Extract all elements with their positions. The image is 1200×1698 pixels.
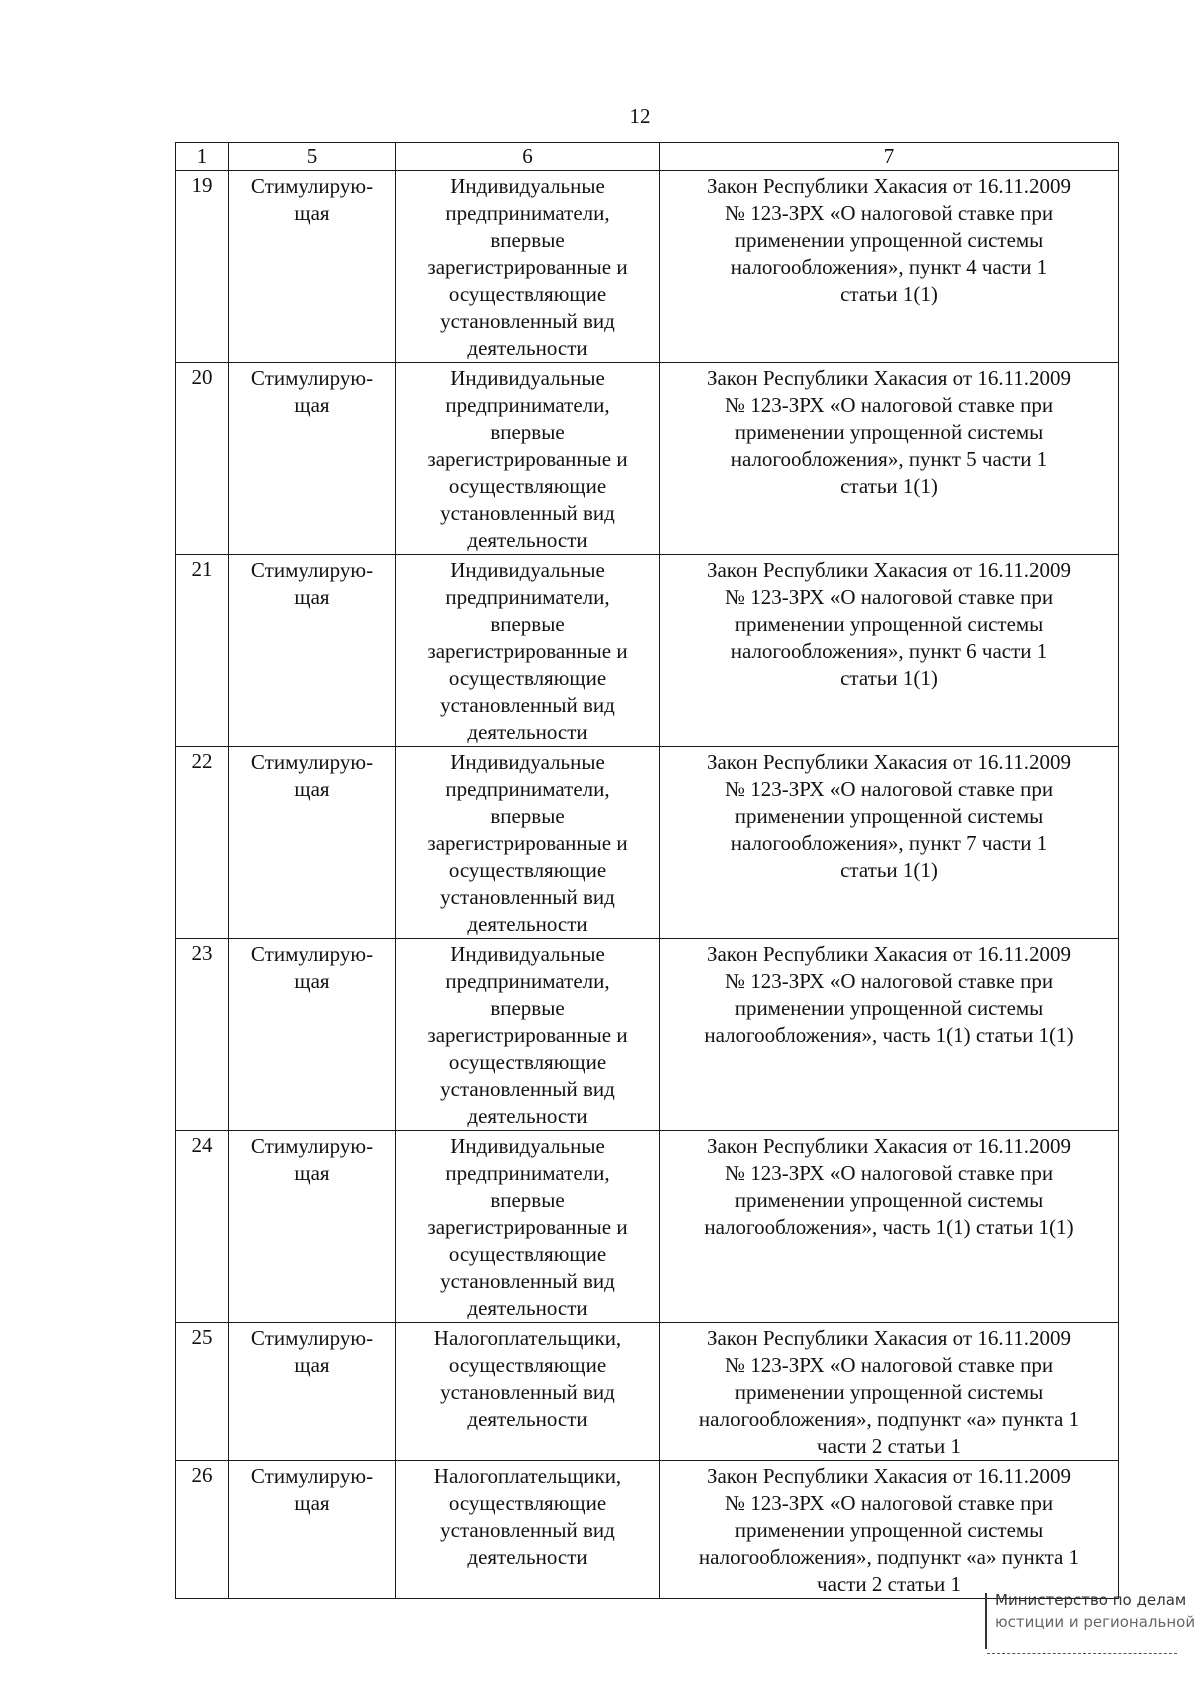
taxpayer-category-line: предприниматели, <box>445 969 610 993</box>
taxpayer-category-line: Индивидуальные <box>450 174 605 198</box>
taxpayer-category-line: Налогоплательщики, <box>433 1326 622 1350</box>
legal-basis-line: налогообложения», пункт 6 части 1 <box>730 639 1048 663</box>
legal-basis-line: применении упрощенной системы <box>734 420 1044 444</box>
taxpayer-category-line: деятельности <box>467 1104 588 1128</box>
legal-basis-cell <box>660 363 1119 555</box>
legal-basis-line: части 2 статьи 1 <box>817 1434 961 1458</box>
taxpayer-category-line: деятельности <box>467 1296 588 1320</box>
legal-basis-line: применении упрощенной системы <box>734 612 1044 636</box>
taxpayer-category-line: впервые <box>490 420 565 444</box>
taxpayer-category-line: деятельности <box>467 1407 588 1431</box>
taxpayer-category-line: осуществляющие <box>448 282 607 306</box>
expenditure-type-line: щая <box>294 393 330 417</box>
expenditure-type-line: щая <box>294 201 330 225</box>
taxpayer-category-line: установленный вид <box>440 309 615 333</box>
taxpayer-category-line: Индивидуальные <box>450 1134 605 1158</box>
table-row <box>176 1131 1119 1323</box>
legal-basis-line: применении упрощенной системы <box>734 804 1044 828</box>
legal-basis-line: статьи 1(1) <box>840 666 938 690</box>
row-number: 22 <box>176 747 229 939</box>
tax-expenditures-table <box>175 142 1119 1599</box>
stamp-border <box>985 1593 987 1649</box>
legal-basis-cell <box>660 555 1119 747</box>
expenditure-type-line: Стимулирую- <box>250 750 374 774</box>
header-col-7: 7 <box>660 143 1119 171</box>
row-number: 21 <box>176 555 229 747</box>
taxpayer-category-line: впервые <box>490 1188 565 1212</box>
legal-basis-line: налогообложения», пункт 4 части 1 <box>730 255 1048 279</box>
legal-basis-cell <box>660 939 1119 1131</box>
taxpayer-category-line: Индивидуальные <box>450 366 605 390</box>
legal-basis-cell <box>660 1461 1119 1599</box>
stamp-line-2: юстиции и региональной <box>995 1613 1196 1631</box>
taxpayer-category-cell <box>396 363 660 555</box>
legal-basis-line: применении упрощенной системы <box>734 996 1044 1020</box>
legal-basis-cell <box>660 1323 1119 1461</box>
taxpayer-category-line: зарегистрированные и <box>427 831 628 855</box>
expenditure-type-cell <box>229 555 396 747</box>
legal-basis-line: № 123-ЗРХ «О налоговой ставке при <box>724 777 1054 801</box>
expenditure-type-line: щая <box>294 1353 330 1377</box>
table-row <box>176 939 1119 1131</box>
taxpayer-category-line: деятельности <box>467 528 588 552</box>
legal-basis-line: Закон Республики Хакасия от 16.11.2009 <box>706 750 1072 774</box>
taxpayer-category-cell <box>396 1323 660 1461</box>
row-number: 19 <box>176 171 229 363</box>
expenditure-type-cell <box>229 363 396 555</box>
taxpayer-category-line: осуществляющие <box>448 1491 607 1515</box>
taxpayer-category-line: деятельности <box>467 1545 588 1569</box>
taxpayer-category-line: установленный вид <box>440 501 615 525</box>
expenditure-type-cell <box>229 939 396 1131</box>
taxpayer-category-cell <box>396 939 660 1131</box>
taxpayer-category-line: осуществляющие <box>448 858 607 882</box>
row-number: 23 <box>176 939 229 1131</box>
legal-basis-line: Закон Республики Хакасия от 16.11.2009 <box>706 1134 1072 1158</box>
taxpayer-category-line: предприниматели, <box>445 393 610 417</box>
taxpayer-category-line: зарегистрированные и <box>427 639 628 663</box>
expenditure-type-cell <box>229 747 396 939</box>
legal-basis-line: № 123-ЗРХ «О налоговой ставке при <box>724 1353 1054 1377</box>
legal-basis-line: № 123-ЗРХ «О налоговой ставке при <box>724 1161 1054 1185</box>
expenditure-type-cell <box>229 1131 396 1323</box>
legal-basis-line: № 123-ЗРХ «О налоговой ставке при <box>724 585 1054 609</box>
taxpayer-category-cell <box>396 1461 660 1599</box>
table-row <box>176 363 1119 555</box>
taxpayer-category-line: установленный вид <box>440 693 615 717</box>
taxpayer-category-line: зарегистрированные и <box>427 447 628 471</box>
taxpayer-category-line: Индивидуальные <box>450 942 605 966</box>
legal-basis-line: № 123-ЗРХ «О налоговой ставке при <box>724 969 1054 993</box>
header-col-6: 6 <box>396 143 660 171</box>
legal-basis-line: статьи 1(1) <box>840 858 938 882</box>
legal-basis-line: применении упрощенной системы <box>734 1380 1044 1404</box>
expenditure-type-cell <box>229 171 396 363</box>
header-col-1: 1 <box>176 143 229 171</box>
taxpayer-category-line: установленный вид <box>440 1518 615 1542</box>
row-number: 25 <box>176 1323 229 1461</box>
taxpayer-category-line: Налогоплательщики, <box>433 1464 622 1488</box>
legal-basis-line: Закон Республики Хакасия от 16.11.2009 <box>706 366 1072 390</box>
expenditure-type-line: Стимулирую- <box>250 558 374 582</box>
expenditure-type-line: Стимулирую- <box>250 1326 374 1350</box>
taxpayer-category-line: осуществляющие <box>448 1353 607 1377</box>
expenditure-type-line: щая <box>294 1491 330 1515</box>
legal-basis-line: налогообложения», подпункт «а» пункта 1 <box>698 1407 1080 1431</box>
table-row <box>176 1461 1119 1599</box>
stamp-underline <box>987 1653 1177 1654</box>
legal-basis-line: части 2 статьи 1 <box>817 1572 961 1596</box>
legal-basis-line: статьи 1(1) <box>840 282 938 306</box>
row-number: 24 <box>176 1131 229 1323</box>
taxpayer-category-line: деятельности <box>467 912 588 936</box>
expenditure-type-line: щая <box>294 777 330 801</box>
taxpayer-category-line: впервые <box>490 804 565 828</box>
table-body <box>176 171 1119 1599</box>
taxpayer-category-line: осуществляющие <box>448 1050 607 1074</box>
legal-basis-line: налогообложения», пункт 5 части 1 <box>730 447 1048 471</box>
taxpayer-category-line: установленный вид <box>440 1077 615 1101</box>
expenditure-type-line: Стимулирую- <box>250 366 374 390</box>
taxpayer-category-line: деятельности <box>467 336 588 360</box>
taxpayer-category-line: Индивидуальные <box>450 750 605 774</box>
taxpayer-category-line: осуществляющие <box>448 1242 607 1266</box>
legal-basis-line: Закон Республики Хакасия от 16.11.2009 <box>706 1464 1072 1488</box>
table-header-row <box>176 143 1119 171</box>
taxpayer-category-line: предприниматели, <box>445 201 610 225</box>
taxpayer-category-line: предприниматели, <box>445 777 610 801</box>
taxpayer-category-cell <box>396 747 660 939</box>
legal-basis-line: налогообложения», часть 1(1) статьи 1(1) <box>704 1215 1074 1239</box>
legal-basis-line: № 123-ЗРХ «О налоговой ставке при <box>724 201 1054 225</box>
taxpayer-category-line: предприниматели, <box>445 1161 610 1185</box>
legal-basis-line: Закон Республики Хакасия от 16.11.2009 <box>706 1326 1072 1350</box>
legal-basis-line: № 123-ЗРХ «О налоговой ставке при <box>724 393 1054 417</box>
legal-basis-line: налогообложения», пункт 7 части 1 <box>730 831 1048 855</box>
taxpayer-category-line: установленный вид <box>440 1380 615 1404</box>
legal-basis-line: статьи 1(1) <box>840 474 938 498</box>
registration-stamp <box>985 1589 1196 1661</box>
legal-basis-line: налогообложения», подпункт «а» пункта 1 <box>698 1545 1080 1569</box>
legal-basis-line: налогообложения», часть 1(1) статьи 1(1) <box>704 1023 1074 1047</box>
expenditure-type-line: щая <box>294 969 330 993</box>
taxpayer-category-line: впервые <box>490 612 565 636</box>
expenditure-type-line: Стимулирую- <box>250 174 374 198</box>
taxpayer-category-line: впервые <box>490 996 565 1020</box>
stamp-line-1: Министерство по делам <box>995 1591 1187 1609</box>
taxpayer-category-line: установленный вид <box>440 1269 615 1293</box>
legal-basis-line: применении упрощенной системы <box>734 228 1044 252</box>
taxpayer-category-line: осуществляющие <box>448 666 607 690</box>
taxpayer-category-line: осуществляющие <box>448 474 607 498</box>
expenditure-type-cell <box>229 1323 396 1461</box>
taxpayer-category-line: установленный вид <box>440 885 615 909</box>
legal-basis-line: применении упрощенной системы <box>734 1188 1044 1212</box>
table-row <box>176 747 1119 939</box>
table-row <box>176 555 1119 747</box>
legal-basis-cell <box>660 171 1119 363</box>
legal-basis-line: применении упрощенной системы <box>734 1518 1044 1542</box>
expenditure-type-line: Стимулирую- <box>250 1134 374 1158</box>
row-number: 26 <box>176 1461 229 1599</box>
legal-basis-cell <box>660 1131 1119 1323</box>
legal-basis-line: № 123-ЗРХ «О налоговой ставке при <box>724 1491 1054 1515</box>
taxpayer-category-line: Индивидуальные <box>450 558 605 582</box>
expenditure-type-cell <box>229 1461 396 1599</box>
legal-basis-cell <box>660 747 1119 939</box>
legal-basis-line: Закон Республики Хакасия от 16.11.2009 <box>706 558 1072 582</box>
expenditure-type-line: щая <box>294 1161 330 1185</box>
expenditure-type-line: Стимулирую- <box>250 942 374 966</box>
taxpayer-category-line: предприниматели, <box>445 585 610 609</box>
legal-basis-line: Закон Республики Хакасия от 16.11.2009 <box>706 942 1072 966</box>
table-row <box>176 171 1119 363</box>
taxpayer-category-line: зарегистрированные и <box>427 1023 628 1047</box>
expenditure-type-line: щая <box>294 585 330 609</box>
taxpayer-category-line: зарегистрированные и <box>427 1215 628 1239</box>
taxpayer-category-cell <box>396 171 660 363</box>
header-col-5: 5 <box>229 143 396 171</box>
taxpayer-category-cell <box>396 555 660 747</box>
table-row <box>176 1323 1119 1461</box>
page-number: 12 <box>629 104 651 128</box>
taxpayer-category-cell <box>396 1131 660 1323</box>
legal-basis-line: Закон Республики Хакасия от 16.11.2009 <box>706 174 1072 198</box>
expenditure-type-line: Стимулирую- <box>250 1464 374 1488</box>
row-number: 20 <box>176 363 229 555</box>
taxpayer-category-line: зарегистрированные и <box>427 255 628 279</box>
taxpayer-category-line: деятельности <box>467 720 588 744</box>
taxpayer-category-line: впервые <box>490 228 565 252</box>
